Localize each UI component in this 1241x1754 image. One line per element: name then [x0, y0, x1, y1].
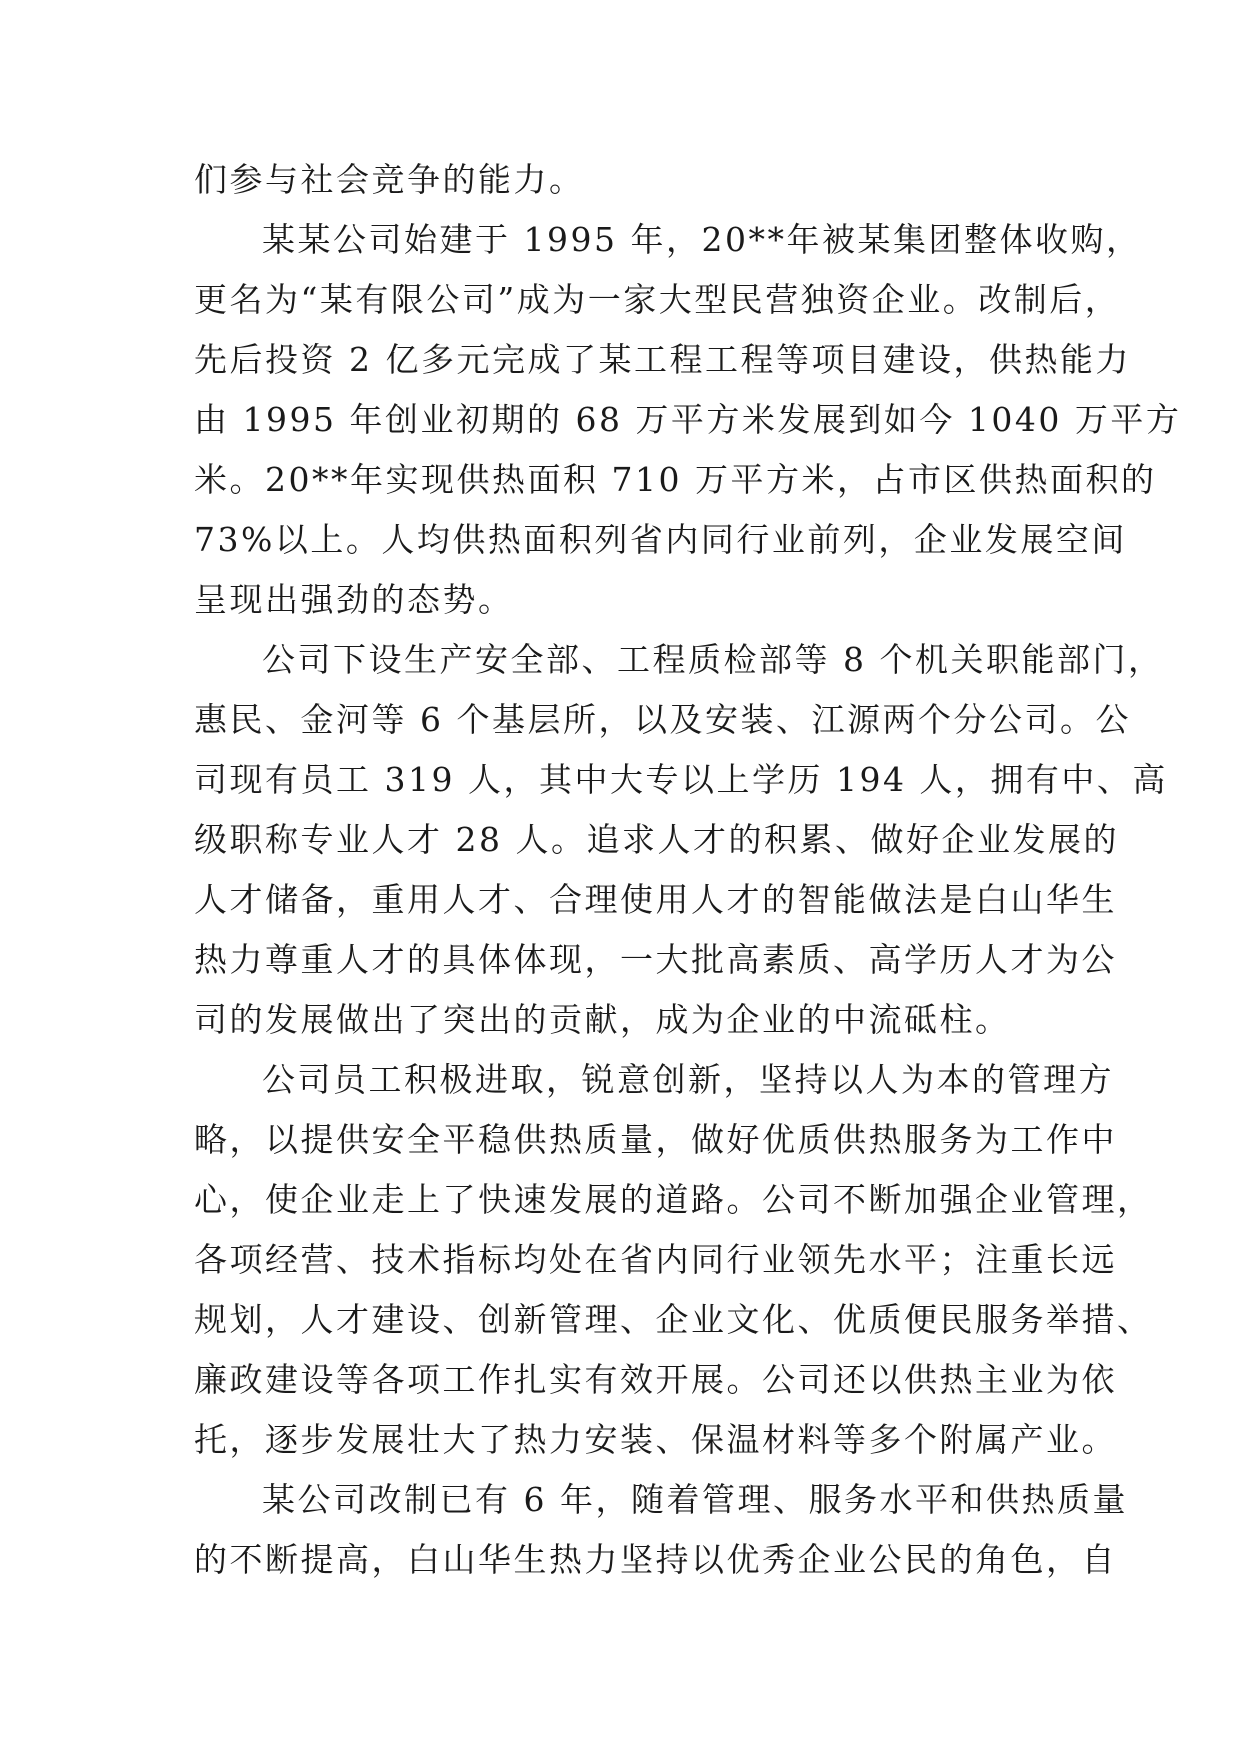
- text-line: 更名为“某有限公司”成为一家大型民营独资企业。改制后，: [194, 280, 1121, 319]
- paragraph-first-line: 公司员工积极进取，锐意创新，坚持以人为本的管理方: [262, 1060, 1114, 1099]
- text-line: 心，使企业走上了快速发展的道路。公司不断加强企业管理，: [194, 1180, 1153, 1219]
- text-line: 级职称专业人才 28 人。追求人才的积累、做好企业发展的: [194, 820, 1119, 859]
- document-body: [194, 150, 1182, 1590]
- text-line: 人才储备，重用人才、合理使用人才的智能做法是白山华生: [194, 880, 1117, 919]
- text-line: 各项经营、技术指标均处在省内同行业领先水平；注重长远: [194, 1240, 1117, 1279]
- text-line: 米。20**年实现供热面积 710 万平方米，占市区供热面积的: [194, 460, 1157, 499]
- paragraph-first-line: 某某公司始建于 1995 年，20**年被某集团整体收购，: [262, 220, 1142, 259]
- text-line: 略，以提供安全平稳供热质量，做好优质供热服务为工作中: [194, 1120, 1117, 1159]
- text-line: 由 1995 年创业初期的 68 万平方米发展到如今 1040 万平方: [194, 400, 1182, 439]
- text-line: 廉政建设等各项工作扎实有效开展。公司还以供热主业为依: [194, 1360, 1117, 1399]
- text-line: 规划，人才建设、创新管理、企业文化、优质便民服务举措、: [194, 1300, 1153, 1339]
- text-line: 热力尊重人才的具体体现，一大批高素质、高学历人才为公: [194, 940, 1117, 979]
- text-line: 的不断提高，白山华生热力坚持以优秀企业公民的角色，自: [194, 1540, 1117, 1579]
- text-line: 司现有员工 319 人，其中大专以上学历 194 人，拥有中、高: [194, 760, 1168, 799]
- text-line: 托，逐步发展壮大了热力安装、保温材料等多个附属产业。: [194, 1420, 1117, 1459]
- text-line: 先后投资 2 亿多元完成了某工程工程等项目建设，供热能力: [194, 340, 1131, 379]
- paragraph-first-line: 公司下设生产安全部、工程质检部等 8 个机关职能部门，: [262, 640, 1164, 679]
- text-line: 们参与社会竞争的能力。: [194, 160, 585, 199]
- text-line: 73%以上。人均供热面积列省内同行业前列，企业发展空间: [194, 520, 1127, 559]
- text-line: 司的发展做出了突出的贡献，成为企业的中流砥柱。: [194, 1000, 1011, 1039]
- text-line: 惠民、金河等 6 个基层所，以及安装、江源两个分公司。公: [194, 700, 1131, 739]
- text-line: 呈现出强劲的态势。: [194, 580, 514, 619]
- paragraph-first-line: 某公司改制已有 6 年，随着管理、服务水平和供热质量: [262, 1480, 1128, 1519]
